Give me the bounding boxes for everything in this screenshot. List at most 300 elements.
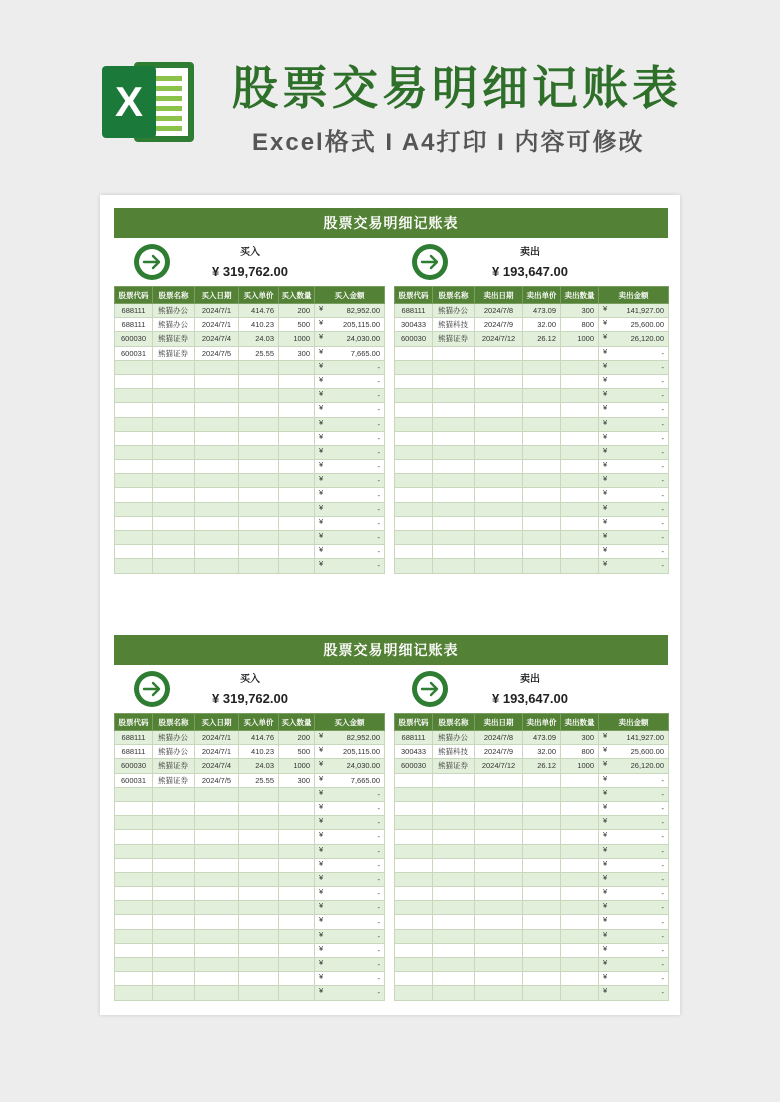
stock-code-cell[interactable] [395,502,433,516]
table-row[interactable] [395,773,669,787]
table-row[interactable] [395,759,669,773]
amount-cell[interactable] [315,830,385,844]
date-cell[interactable] [475,431,523,445]
unit-price-cell[interactable] [239,488,279,502]
date-cell[interactable] [475,773,523,787]
stock-name-cell[interactable] [153,531,195,545]
table-row[interactable] [115,488,385,502]
stock-code-cell[interactable] [115,887,153,901]
unit-price-cell[interactable] [239,374,279,388]
date-cell[interactable] [475,943,523,957]
date-cell[interactable] [475,901,523,915]
stock-name-cell[interactable]: 熊猫科技 [433,318,475,332]
date-cell[interactable] [195,445,239,459]
quantity-cell[interactable]: 800 [561,318,599,332]
date-cell[interactable] [475,545,523,559]
quantity-cell[interactable] [561,403,599,417]
quantity-cell[interactable]: 200 [279,731,315,745]
stock-code-cell[interactable] [115,445,153,459]
table-row[interactable] [395,417,669,431]
quantity-cell[interactable] [561,516,599,530]
quantity-cell[interactable] [561,929,599,943]
unit-price-cell[interactable] [523,403,561,417]
amount-cell[interactable] [315,332,385,346]
date-cell[interactable] [475,360,523,374]
quantity-cell[interactable]: 1000 [561,759,599,773]
quantity-cell[interactable] [561,887,599,901]
date-cell[interactable] [475,474,523,488]
amount-cell[interactable] [315,374,385,388]
unit-price-cell[interactable] [239,389,279,403]
stock-name-cell[interactable] [153,958,195,972]
amount-cell[interactable] [599,787,669,801]
unit-price-cell[interactable] [523,901,561,915]
stock-code-cell[interactable] [395,389,433,403]
stock-name-cell[interactable] [433,389,475,403]
stock-name-cell[interactable]: 熊猫办公 [153,745,195,759]
stock-name-cell[interactable] [153,445,195,459]
table-row[interactable] [115,403,385,417]
date-cell[interactable] [195,516,239,530]
amount-cell[interactable] [315,516,385,530]
stock-code-cell[interactable] [395,360,433,374]
quantity-cell[interactable] [279,915,315,929]
unit-price-cell[interactable]: 25.55 [239,346,279,360]
amount-cell[interactable] [599,502,669,516]
date-cell[interactable]: 2024/7/8 [475,304,523,318]
unit-price-cell[interactable] [239,844,279,858]
stock-name-cell[interactable] [433,773,475,787]
stock-code-cell[interactable] [395,445,433,459]
unit-price-cell[interactable]: 473.09 [523,304,561,318]
quantity-cell[interactable] [279,872,315,886]
unit-price-cell[interactable] [523,431,561,445]
date-cell[interactable] [475,417,523,431]
unit-price-cell[interactable] [523,872,561,886]
unit-price-cell[interactable]: 26.12 [523,332,561,346]
stock-code-cell[interactable] [115,986,153,1000]
stock-code-cell[interactable] [395,403,433,417]
stock-code-cell[interactable] [395,972,433,986]
amount-cell[interactable] [599,858,669,872]
table-row[interactable] [395,531,669,545]
stock-name-cell[interactable]: 熊猫办公 [433,304,475,318]
amount-cell[interactable] [315,745,385,759]
table-row[interactable] [115,445,385,459]
amount-cell[interactable] [599,929,669,943]
quantity-cell[interactable] [561,787,599,801]
table-row[interactable] [115,474,385,488]
date-cell[interactable] [195,431,239,445]
date-cell[interactable] [195,502,239,516]
stock-code-cell[interactable]: 688111 [115,318,153,332]
stock-name-cell[interactable] [433,460,475,474]
stock-code-cell[interactable]: 688111 [395,304,433,318]
amount-cell[interactable] [315,929,385,943]
quantity-cell[interactable] [561,417,599,431]
table-row[interactable] [115,958,385,972]
stock-code-cell[interactable]: 688111 [115,745,153,759]
date-cell[interactable] [475,389,523,403]
stock-name-cell[interactable] [433,901,475,915]
stock-code-cell[interactable]: 600031 [115,773,153,787]
table-row[interactable] [115,346,385,360]
table-row[interactable] [395,958,669,972]
stock-name-cell[interactable] [433,943,475,957]
quantity-cell[interactable] [279,360,315,374]
unit-price-cell[interactable] [523,915,561,929]
unit-price-cell[interactable] [239,958,279,972]
quantity-cell[interactable] [561,545,599,559]
quantity-cell[interactable]: 500 [279,745,315,759]
stock-name-cell[interactable] [153,516,195,530]
quantity-cell[interactable] [279,844,315,858]
amount-cell[interactable] [315,346,385,360]
stock-name-cell[interactable] [153,844,195,858]
quantity-cell[interactable] [561,901,599,915]
unit-price-cell[interactable] [523,943,561,957]
stock-name-cell[interactable] [153,403,195,417]
date-cell[interactable] [475,830,523,844]
table-row[interactable] [395,360,669,374]
amount-cell[interactable] [315,887,385,901]
quantity-cell[interactable]: 200 [279,304,315,318]
stock-code-cell[interactable] [115,531,153,545]
quantity-cell[interactable]: 1000 [561,332,599,346]
date-cell[interactable] [195,801,239,815]
quantity-cell[interactable] [561,844,599,858]
stock-code-cell[interactable] [115,858,153,872]
table-row[interactable] [115,901,385,915]
table-row[interactable] [395,559,669,573]
stock-name-cell[interactable] [433,787,475,801]
amount-cell[interactable] [599,346,669,360]
quantity-cell[interactable] [561,801,599,815]
date-cell[interactable] [475,445,523,459]
quantity-cell[interactable] [561,360,599,374]
stock-code-cell[interactable] [395,887,433,901]
unit-price-cell[interactable] [239,431,279,445]
date-cell[interactable] [475,516,523,530]
stock-code-cell[interactable] [115,502,153,516]
date-cell[interactable] [195,787,239,801]
unit-price-cell[interactable] [523,986,561,1000]
amount-cell[interactable] [315,787,385,801]
amount-cell[interactable] [599,531,669,545]
amount-cell[interactable] [599,389,669,403]
unit-price-cell[interactable] [523,445,561,459]
amount-cell[interactable] [315,360,385,374]
date-cell[interactable] [195,531,239,545]
stock-name-cell[interactable] [433,830,475,844]
quantity-cell[interactable] [279,858,315,872]
quantity-cell[interactable] [279,545,315,559]
table-row[interactable] [115,374,385,388]
quantity-cell[interactable]: 300 [561,731,599,745]
date-cell[interactable]: 2024/7/4 [195,759,239,773]
stock-code-cell[interactable]: 600031 [115,346,153,360]
table-row[interactable] [395,346,669,360]
table-row[interactable] [395,460,669,474]
table-row[interactable] [395,403,669,417]
date-cell[interactable] [475,958,523,972]
date-cell[interactable] [195,488,239,502]
table-row[interactable] [115,516,385,530]
stock-code-cell[interactable] [115,929,153,943]
stock-code-cell[interactable]: 300433 [395,745,433,759]
stock-code-cell[interactable] [115,374,153,388]
unit-price-cell[interactable]: 32.00 [523,745,561,759]
stock-name-cell[interactable] [433,887,475,901]
stock-code-cell[interactable]: 600030 [115,759,153,773]
date-cell[interactable]: 2024/7/9 [475,318,523,332]
unit-price-cell[interactable] [523,958,561,972]
date-cell[interactable] [195,929,239,943]
table-row[interactable] [115,389,385,403]
date-cell[interactable] [475,972,523,986]
quantity-cell[interactable] [561,474,599,488]
amount-cell[interactable] [599,374,669,388]
table-row[interactable] [115,773,385,787]
amount-cell[interactable] [315,545,385,559]
stock-name-cell[interactable]: 熊猫办公 [433,731,475,745]
date-cell[interactable] [475,801,523,815]
stock-code-cell[interactable] [395,488,433,502]
date-cell[interactable]: 2024/7/5 [195,773,239,787]
stock-name-cell[interactable] [433,488,475,502]
table-row[interactable] [115,431,385,445]
table-row[interactable] [115,360,385,374]
stock-code-cell[interactable] [395,801,433,815]
stock-code-cell[interactable] [115,360,153,374]
stock-code-cell[interactable] [395,787,433,801]
date-cell[interactable] [475,986,523,1000]
stock-name-cell[interactable] [153,374,195,388]
unit-price-cell[interactable]: 26.12 [523,759,561,773]
unit-price-cell[interactable] [239,403,279,417]
date-cell[interactable] [475,872,523,886]
stock-code-cell[interactable] [115,844,153,858]
date-cell[interactable]: 2024/7/1 [195,304,239,318]
stock-name-cell[interactable] [153,787,195,801]
stock-code-cell[interactable] [395,545,433,559]
table-row[interactable] [115,745,385,759]
stock-code-cell[interactable] [115,787,153,801]
quantity-cell[interactable] [561,531,599,545]
date-cell[interactable]: 2024/7/4 [195,332,239,346]
date-cell[interactable] [475,403,523,417]
unit-price-cell[interactable] [523,773,561,787]
stock-name-cell[interactable] [433,360,475,374]
stock-name-cell[interactable] [153,972,195,986]
amount-cell[interactable] [599,431,669,445]
stock-code-cell[interactable] [395,958,433,972]
date-cell[interactable] [195,360,239,374]
stock-code-cell[interactable] [395,773,433,787]
date-cell[interactable] [195,460,239,474]
date-cell[interactable] [475,887,523,901]
quantity-cell[interactable] [279,403,315,417]
table-row[interactable] [115,929,385,943]
table-row[interactable] [395,929,669,943]
amount-cell[interactable] [315,318,385,332]
unit-price-cell[interactable] [523,346,561,360]
amount-cell[interactable] [599,972,669,986]
stock-code-cell[interactable] [115,545,153,559]
stock-name-cell[interactable] [153,460,195,474]
unit-price-cell[interactable] [523,816,561,830]
stock-code-cell[interactable] [115,830,153,844]
quantity-cell[interactable] [561,915,599,929]
unit-price-cell[interactable] [239,901,279,915]
unit-price-cell[interactable]: 24.03 [239,332,279,346]
quantity-cell[interactable] [279,516,315,530]
stock-name-cell[interactable] [433,929,475,943]
unit-price-cell[interactable] [523,374,561,388]
amount-cell[interactable] [599,559,669,573]
date-cell[interactable] [195,901,239,915]
stock-name-cell[interactable] [153,943,195,957]
amount-cell[interactable] [599,816,669,830]
stock-name-cell[interactable] [433,403,475,417]
quantity-cell[interactable]: 500 [279,318,315,332]
unit-price-cell[interactable] [239,972,279,986]
stock-code-cell[interactable] [115,915,153,929]
quantity-cell[interactable] [561,986,599,1000]
date-cell[interactable] [195,972,239,986]
stock-name-cell[interactable] [433,531,475,545]
stock-name-cell[interactable] [433,516,475,530]
unit-price-cell[interactable] [239,360,279,374]
quantity-cell[interactable] [561,346,599,360]
stock-code-cell[interactable]: 600030 [115,332,153,346]
stock-name-cell[interactable] [433,844,475,858]
amount-cell[interactable] [315,389,385,403]
amount-cell[interactable] [599,474,669,488]
quantity-cell[interactable] [279,901,315,915]
amount-cell[interactable] [599,986,669,1000]
stock-code-cell[interactable] [395,374,433,388]
date-cell[interactable]: 2024/7/9 [475,745,523,759]
date-cell[interactable] [195,943,239,957]
date-cell[interactable] [195,403,239,417]
quantity-cell[interactable] [279,389,315,403]
quantity-cell[interactable] [279,929,315,943]
unit-price-cell[interactable]: 410.23 [239,745,279,759]
stock-name-cell[interactable] [153,431,195,445]
stock-name-cell[interactable] [433,858,475,872]
quantity-cell[interactable]: 300 [561,304,599,318]
amount-cell[interactable] [315,943,385,957]
stock-name-cell[interactable] [433,431,475,445]
unit-price-cell[interactable] [239,830,279,844]
amount-cell[interactable] [599,887,669,901]
unit-price-cell[interactable] [523,417,561,431]
date-cell[interactable] [475,374,523,388]
date-cell[interactable] [195,559,239,573]
table-row[interactable] [115,460,385,474]
quantity-cell[interactable] [561,559,599,573]
date-cell[interactable] [195,958,239,972]
unit-price-cell[interactable] [239,858,279,872]
stock-name-cell[interactable] [153,389,195,403]
table-row[interactable] [395,830,669,844]
date-cell[interactable] [475,844,523,858]
table-row[interactable] [395,474,669,488]
quantity-cell[interactable] [279,431,315,445]
quantity-cell[interactable]: 300 [279,346,315,360]
stock-code-cell[interactable] [115,474,153,488]
quantity-cell[interactable] [561,488,599,502]
table-row[interactable] [115,531,385,545]
unit-price-cell[interactable] [239,531,279,545]
quantity-cell[interactable] [561,830,599,844]
stock-name-cell[interactable]: 熊猫办公 [153,304,195,318]
stock-name-cell[interactable] [153,872,195,886]
table-row[interactable] [395,858,669,872]
table-row[interactable] [115,559,385,573]
stock-name-cell[interactable] [153,545,195,559]
table-row[interactable] [115,816,385,830]
table-row[interactable] [395,915,669,929]
date-cell[interactable] [475,531,523,545]
amount-cell[interactable] [315,816,385,830]
table-row[interactable] [115,417,385,431]
unit-price-cell[interactable] [523,929,561,943]
unit-price-cell[interactable] [239,417,279,431]
stock-code-cell[interactable] [115,559,153,573]
stock-code-cell[interactable] [115,901,153,915]
unit-price-cell[interactable]: 414.76 [239,731,279,745]
quantity-cell[interactable]: 1000 [279,332,315,346]
stock-code-cell[interactable] [395,858,433,872]
date-cell[interactable] [475,502,523,516]
quantity-cell[interactable] [279,474,315,488]
date-cell[interactable]: 2024/7/1 [195,745,239,759]
quantity-cell[interactable] [279,488,315,502]
amount-cell[interactable] [599,360,669,374]
table-row[interactable] [395,488,669,502]
quantity-cell[interactable] [279,374,315,388]
date-cell[interactable] [475,488,523,502]
table-row[interactable] [395,972,669,986]
stock-code-cell[interactable] [395,943,433,957]
stock-name-cell[interactable] [433,915,475,929]
quantity-cell[interactable] [279,830,315,844]
date-cell[interactable] [195,417,239,431]
quantity-cell[interactable]: 300 [279,773,315,787]
date-cell[interactable] [475,929,523,943]
stock-name-cell[interactable] [153,887,195,901]
stock-name-cell[interactable] [433,986,475,1000]
table-row[interactable] [395,986,669,1000]
amount-cell[interactable] [599,844,669,858]
stock-code-cell[interactable] [115,389,153,403]
stock-code-cell[interactable]: 600030 [395,759,433,773]
quantity-cell[interactable] [561,374,599,388]
quantity-cell[interactable] [279,972,315,986]
unit-price-cell[interactable] [523,488,561,502]
unit-price-cell[interactable] [239,516,279,530]
amount-cell[interactable] [315,972,385,986]
amount-cell[interactable] [315,901,385,915]
stock-name-cell[interactable] [433,816,475,830]
quantity-cell[interactable] [561,972,599,986]
amount-cell[interactable] [315,559,385,573]
amount-cell[interactable] [599,445,669,459]
stock-name-cell[interactable] [433,445,475,459]
unit-price-cell[interactable] [523,460,561,474]
